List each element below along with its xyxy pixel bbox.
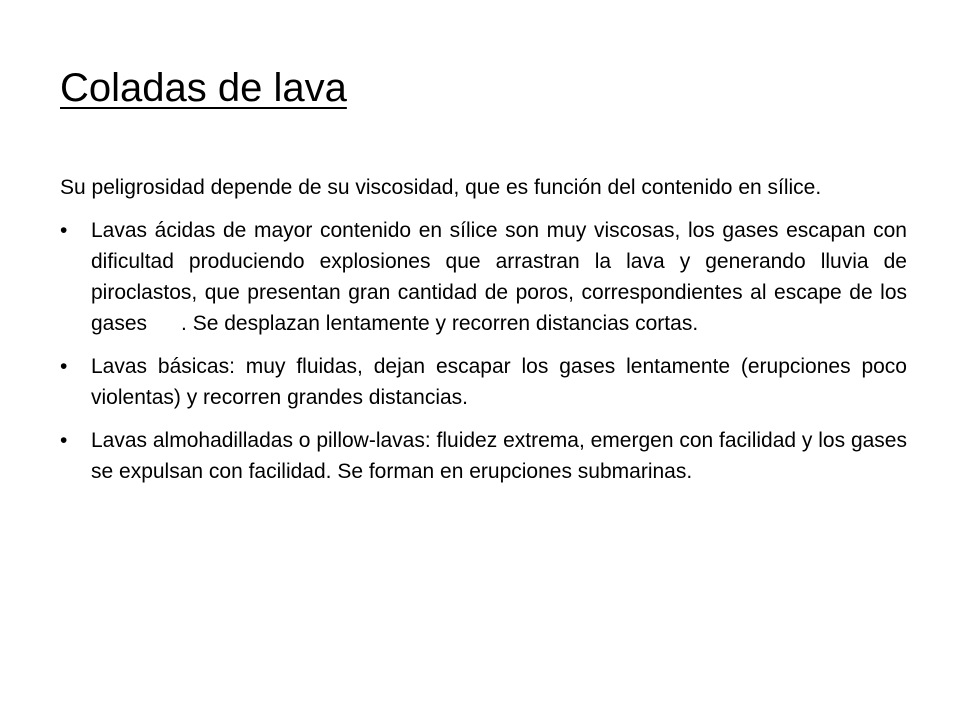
bullet-text-acidic-lava-part2: . Se desplazan lentamente y recorren distancias cortas. — [181, 312, 699, 335]
slide-body — [60, 172, 907, 499]
bullet-item-acidic-lava — [60, 215, 907, 339]
bullet-icon: • — [60, 219, 68, 242]
bullet-item-pillow-lava — [60, 425, 907, 487]
bullet-list — [60, 215, 907, 487]
bullet-text-basic-lava: Lavas básicas: muy fluidas, dejan escapar los gases lentamente (erupciones poco violentas) y recorren grandes distancias. — [91, 355, 907, 409]
bullet-text-pillow-lava: Lavas almohadilladas o pillow-lavas: fluidez extrema, emergen con facilidad y los gases se expulsan con facilidad. Se forman en erupciones submarinas. — [91, 429, 907, 483]
slide-title: Coladas de lava — [60, 66, 347, 110]
bullet-icon: • — [60, 429, 68, 452]
bullet-item-basic-lava — [60, 351, 907, 413]
bullet-icon: • — [60, 355, 68, 378]
bullet-text-acidic-lava-part1: Lavas ácidas de mayor contenido en sílice son muy viscosas, los gases escapan con dificultad produciendo explosiones que arrastran la lava y generando lluvia de piroclastos, que presentan gran cantidad de poros, correspondientes al escape de los gases — [91, 219, 907, 335]
intro-paragraph: Su peligrosidad depende de su viscosidad, que es función del contenido en sílice. — [60, 176, 822, 199]
